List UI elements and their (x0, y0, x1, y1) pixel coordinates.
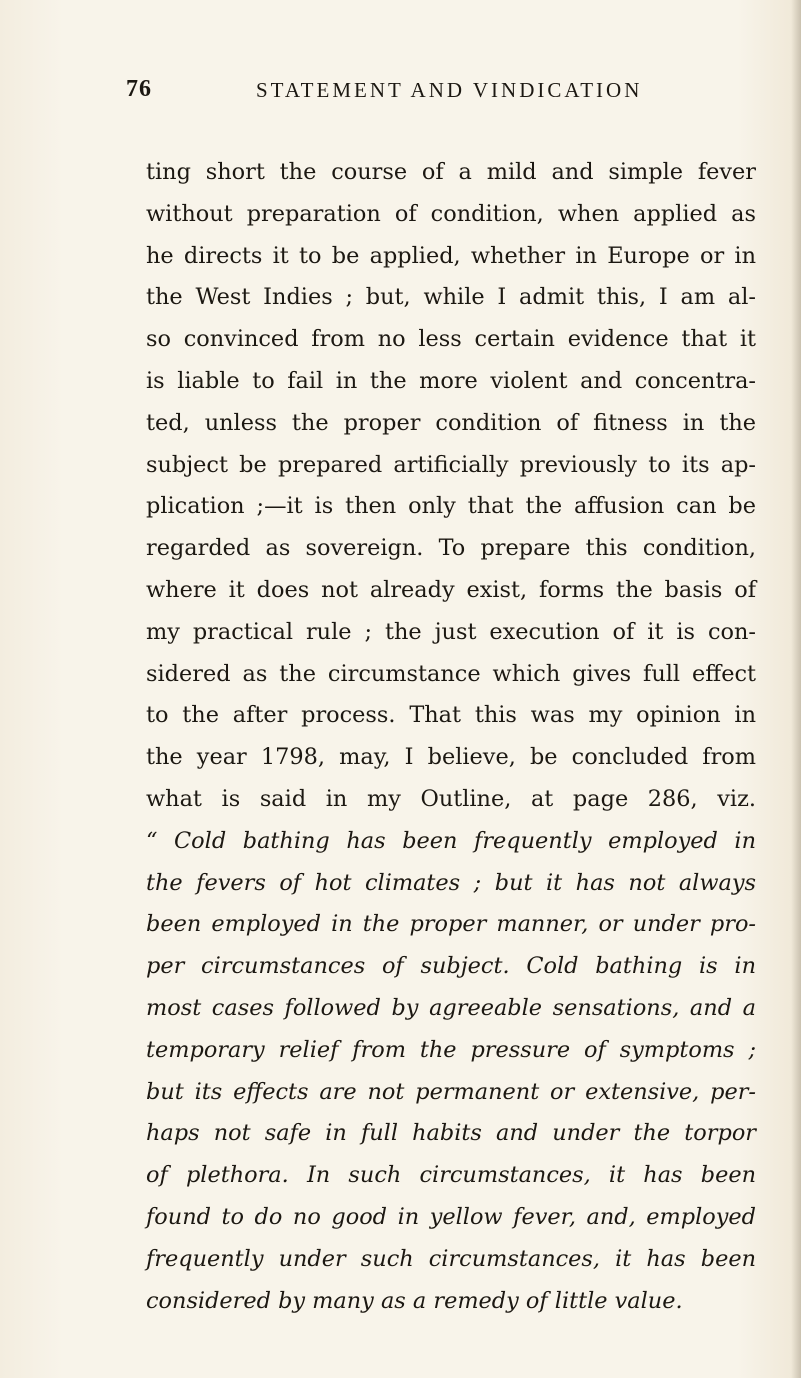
text-line: to the after process. That this was my opinion in (146, 702, 756, 729)
text-line: the year 1798, may, I believe, be concluded from (146, 744, 756, 771)
quote-line: haps not safe in full habits and under the torpor (146, 1120, 756, 1147)
page-number: 76 (126, 76, 152, 102)
text-line: plication ;—it is then only that the affusion can be (146, 493, 756, 520)
page-edge-shadow (791, 0, 801, 1378)
text-line: what is said in my Outline, at page 286, viz. (146, 785, 756, 812)
quote-line: temporary relief from the pressure of symptoms ; (146, 1036, 756, 1063)
text-line: he directs it to be applied, whether in Europe or in (146, 242, 756, 269)
quote-line: considered by many as a remedy of little value. (146, 1287, 683, 1314)
quote-line: the fevers of hot climates ; but it has not always (146, 869, 756, 896)
text-line: is liable to fail in the more violent and concentra- (146, 367, 756, 394)
quote-line: “ Cold bathing has been frequently employed in (146, 827, 756, 854)
text-line: without preparation of condition, when applied as (146, 200, 756, 227)
text-line: so convinced from no less certain evidence that it (146, 326, 756, 353)
running-head: STATEMENT AND VINDICATION (256, 78, 643, 102)
quote-line: found to do no good in yellow fever, and, employed (146, 1203, 756, 1230)
text-line: where it does not already exist, forms the basis of (146, 576, 756, 603)
quote-line: been employed in the proper manner, or under pro- (146, 911, 756, 938)
text-line: ting short the course of a mild and simple fever (146, 159, 756, 185)
text-line: sidered as the circumstance which gives full effect (146, 660, 756, 687)
text-line: subject be prepared artificially previously to its ap- (146, 451, 756, 478)
text-line: ted, unless the proper condition of fitness in the (146, 409, 756, 436)
text-line: my practical rule ; the just execution of it is con- (146, 618, 756, 645)
text-line: the West Indies ; but, while I admit this, I am al- (146, 284, 756, 311)
page-header (126, 76, 726, 112)
quote-line: of plethora. In such circumstances, it has been (146, 1162, 756, 1189)
quote-line: per circumstances of subject. Cold bathing is in (146, 953, 756, 980)
quote-line: most cases followed by agreeable sensations, and a (146, 994, 756, 1021)
body-text (146, 152, 756, 1322)
quote-line: but its effects are not permanent or extensive, per- (146, 1078, 756, 1105)
text-line: regarded as sovereign. To prepare this condition, (146, 535, 756, 562)
quote-line: frequently under such circumstances, it has been (146, 1245, 756, 1272)
